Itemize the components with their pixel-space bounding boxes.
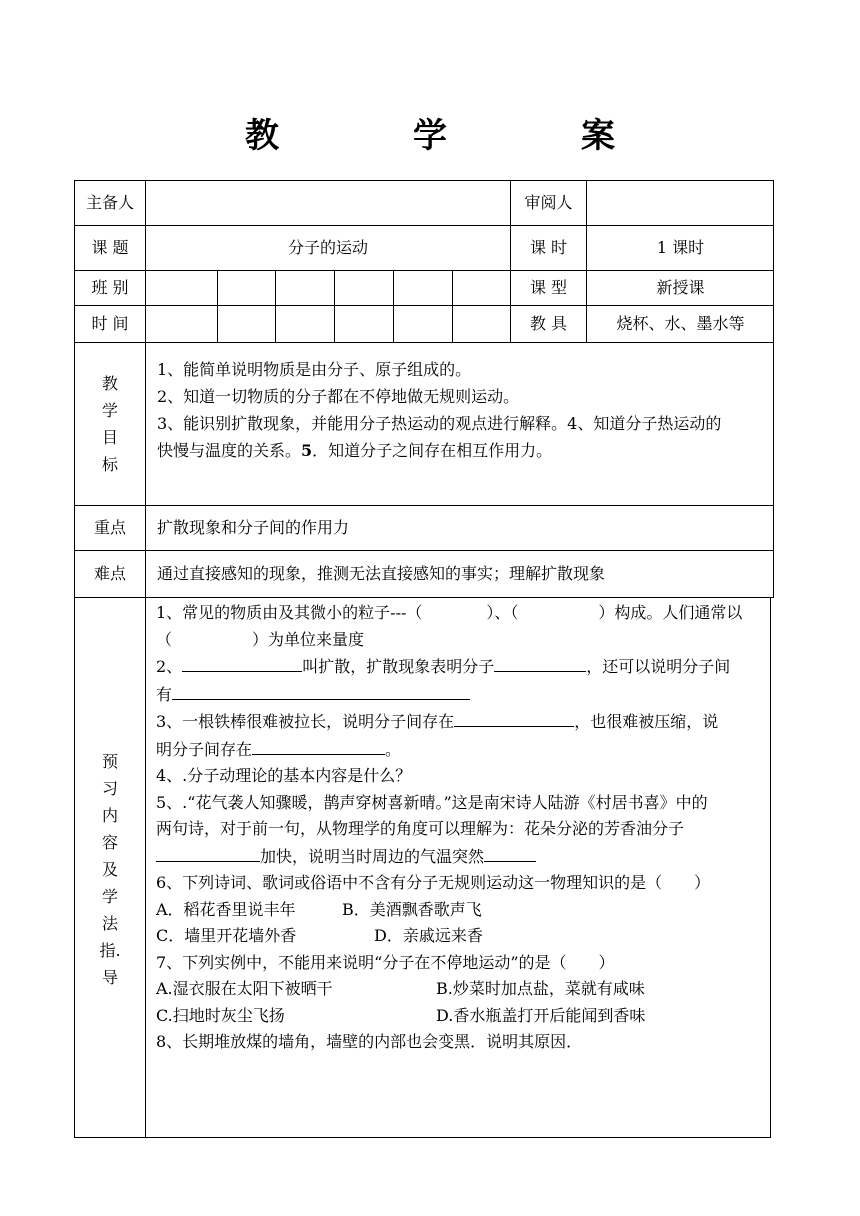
table-col-divider [217, 270, 218, 342]
table-row-divider [74, 305, 774, 306]
topic-value: 分子的运动 [287, 238, 368, 257]
key-point-label: 重点 [93, 518, 126, 537]
table-row-divider [74, 550, 774, 551]
goal-line: 2、知道一切物质的分子都在不停地做无规则运动。 [157, 387, 520, 406]
blank [484, 843, 536, 862]
table-col-divider [393, 270, 394, 342]
question-line: A.湿衣服在太阳下被晒干 B.炒菜时加点盐，菜就有咸味 [156, 979, 645, 998]
preview-questions [156, 600, 766, 1056]
question-line: A．稻花香里说丰年 B．美酒飘香歌声飞 [156, 899, 482, 919]
difficulty-value: 通过直接感知的现象，推测无法直接感知的事实；理解扩散现象 [157, 564, 606, 583]
question-line: 2、 叫扩散，扩散现象表明分子 ，还可以说明分子间 [156, 653, 766, 681]
period-label: 课 时 [529, 238, 568, 257]
table-row-divider [74, 342, 774, 343]
page-title: 教 学 案 [245, 116, 665, 156]
difficulty-label: 难点 [93, 564, 126, 583]
type-value: 新授课 [656, 278, 705, 297]
table-col-divider [334, 270, 335, 342]
table-col-divider [275, 270, 276, 342]
time-label: 时 间 [91, 314, 129, 333]
table-row-divider [74, 225, 774, 226]
question-line: C.扫地时灰尘飞扬 D.香水瓶盖打开后能闻到香味 [156, 1005, 646, 1025]
table-row-divider [74, 270, 774, 271]
teaching-goals [157, 356, 769, 464]
blank [494, 653, 586, 672]
blank [454, 708, 574, 727]
key-point-value: 扩散现象和分子间的作用力 [157, 518, 350, 537]
question-line: 3、一根铁棒很难被拉长，说明分子间存在 ，也很难被压缩，说 [156, 708, 766, 736]
question-line: 7、下列实例中，不能用来说明“分子在不停地运动”的是（ ） [156, 952, 615, 972]
question-line: 8、长期堆放煤的墙角，墙壁的内部也会变黑．说明其原因． [156, 1032, 583, 1051]
tools-label: 教 具 [529, 314, 568, 333]
question-line: 5、.“花气袭人知骤暖，鹊声穿树喜新晴。”这是南宋诗人陆游《村居书喜》中的 [156, 792, 708, 812]
goal-line: 快慢与温度的关系。5．知道分子之间存在相互作用力。 [157, 441, 553, 460]
question-line: （ ）为单位来量度 [156, 629, 365, 649]
reviewer-label: 审阅人 [524, 193, 573, 212]
question-line: 明分子间存在 。 [156, 736, 766, 764]
question-line: 4、.分子动理论的基本内容是什么？ [156, 766, 412, 785]
class-label: 班 别 [91, 278, 129, 297]
question-line: 加快，说明当时周边的气温突然 [156, 843, 766, 871]
blank [252, 736, 385, 755]
goal-line: 1、能简单说明物质是由分子、原子组成的。 [157, 360, 472, 379]
goal-line: 3、能识别扩散现象，并能用分子热运动的观点进行解释。4、知道分子热运动的 [157, 414, 722, 433]
preparer-label: 主备人 [85, 193, 134, 212]
blank [172, 681, 470, 700]
topic-label: 课 题 [91, 238, 129, 257]
question-line: C．墙里开花墙外香 D．亲戚远来香 [156, 926, 483, 945]
question-line: 有 [156, 681, 766, 709]
tools-value: 烧杯、水、墨水等 [616, 314, 745, 333]
question-line: 6、下列诗词、歌词或俗语中不含有分子无规则运动这一物理知识的是（ ） [156, 873, 711, 892]
type-label: 课 型 [529, 278, 568, 297]
question-line: 1、常见的物质由及其微小的粒子---（ ）、（ ）构成。人们通常以 [156, 603, 743, 622]
table-col-divider [452, 270, 453, 342]
table-row-divider [74, 505, 774, 506]
preview-label: 预习内容及学法指.导 [99, 752, 121, 987]
blank [182, 653, 302, 672]
table-col-divider [145, 597, 146, 1138]
blank [156, 843, 260, 862]
question-line: 两句诗，对于前一句，从物理学的角度可以理解为：花朵分泌的芳香油分子 [156, 819, 685, 838]
period-value: 1 课时 [656, 238, 705, 257]
goals-label: 教学目标 [101, 374, 118, 474]
